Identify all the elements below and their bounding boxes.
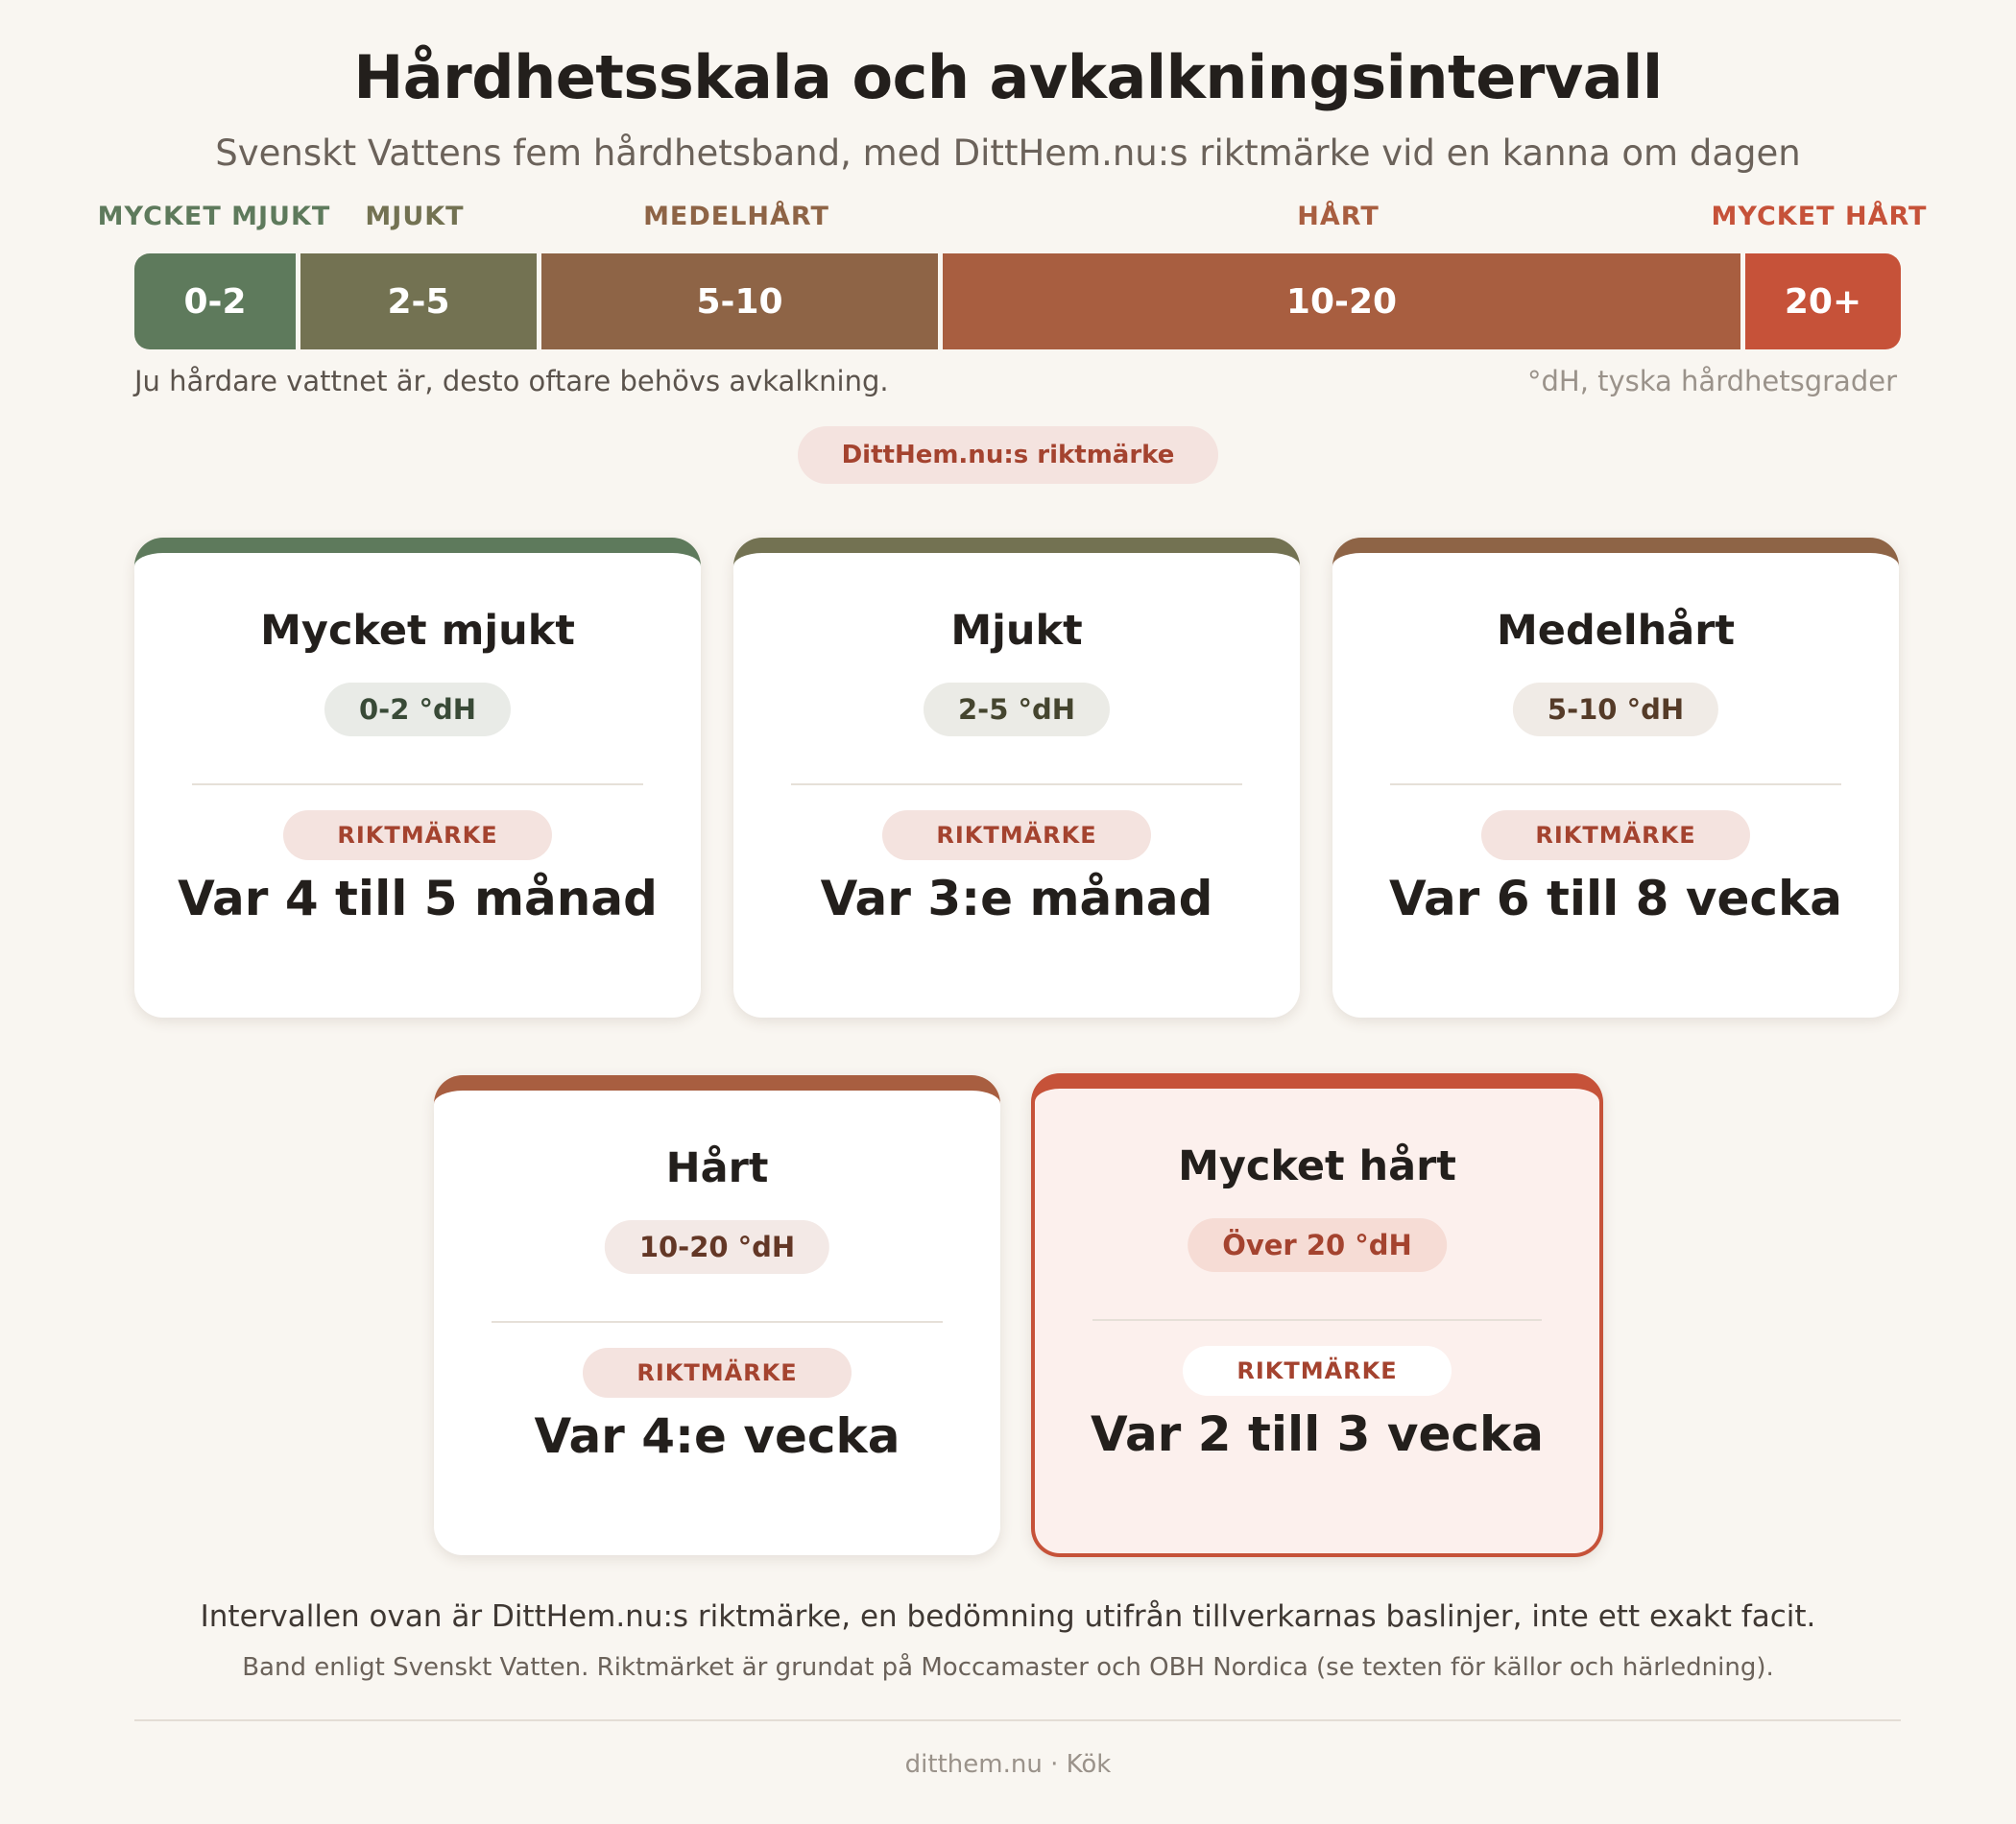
card-range-badge: Över 20 °dH bbox=[1188, 1218, 1447, 1272]
hardness-card-very-hard bbox=[1031, 1073, 1603, 1557]
scale-segment-very-soft: 0-2 bbox=[134, 253, 296, 349]
card-title: Mycket hårt bbox=[1178, 1142, 1456, 1190]
scale-unit-note: °dH, tyska hårdhetsgrader bbox=[1526, 365, 1897, 397]
hardness-card-soft bbox=[733, 538, 1300, 1018]
footer-divider bbox=[134, 1719, 1901, 1721]
page-title: Hårdhetsskala och avkalkningsintervall bbox=[353, 42, 1663, 112]
card-divider bbox=[1390, 783, 1841, 785]
hardness-card-medium bbox=[1332, 538, 1899, 1018]
hardness-scale-bar bbox=[134, 253, 1901, 349]
card-benchmark-tag: RIKTMÄRKE bbox=[882, 810, 1151, 860]
scale-segment-medium: 5-10 bbox=[537, 253, 938, 349]
band-label-hard: HÅRT bbox=[1297, 202, 1380, 231]
card-divider bbox=[791, 783, 1242, 785]
card-range-badge: 0-2 °dH bbox=[324, 683, 511, 736]
card-range-badge: 5-10 °dH bbox=[1513, 683, 1718, 736]
card-interval: Var 4 till 5 månad bbox=[178, 871, 658, 926]
card-benchmark-tag: RIKTMÄRKE bbox=[1481, 810, 1750, 860]
card-interval: Var 2 till 3 vecka bbox=[1090, 1406, 1545, 1462]
scale-trend-note: Ju hårdare vattnet är, desto oftare behövs avkalkning. bbox=[134, 365, 889, 397]
card-title: Hårt bbox=[665, 1144, 769, 1192]
footer-credit: ditthem.nu · Kök bbox=[904, 1750, 1112, 1779]
benchmark-legend-pill: DittHem.nu:s riktmärke bbox=[798, 426, 1218, 484]
band-label-medium: MEDELHÅRT bbox=[643, 202, 829, 231]
band-label-very-soft: MYCKET MJUKT bbox=[97, 202, 331, 231]
card-title: Mycket mjukt bbox=[260, 607, 575, 655]
card-divider bbox=[192, 783, 643, 785]
card-interval: Var 4:e vecka bbox=[534, 1408, 900, 1464]
hardness-card-very-soft bbox=[134, 538, 701, 1018]
footer-source: Band enligt Svenskt Vatten. Riktmärket är grundat på Moccamaster och OBH Nordica (se texten för källor och härledning). bbox=[242, 1653, 1774, 1682]
card-benchmark-tag: RIKTMÄRKE bbox=[1183, 1346, 1452, 1396]
footer-note: Intervallen ovan är DittHem.nu:s riktmärke, en bedömning utifrån tillverkarnas baslinjer, inte ett exakt facit. bbox=[200, 1599, 1816, 1634]
card-title: Medelhårt bbox=[1496, 607, 1736, 655]
hardness-card-hard bbox=[434, 1075, 1000, 1555]
scale-segment-very-hard: 20+ bbox=[1740, 253, 1901, 349]
card-divider bbox=[1092, 1319, 1542, 1321]
card-interval: Var 3:e månad bbox=[820, 871, 1213, 926]
scale-segment-soft: 2-5 bbox=[296, 253, 537, 349]
card-benchmark-tag: RIKTMÄRKE bbox=[583, 1348, 852, 1398]
band-label-very-hard: MYCKET HÅRT bbox=[1711, 202, 1928, 231]
card-interval: Var 6 till 8 vecka bbox=[1388, 871, 1843, 926]
scale-segment-hard: 10-20 bbox=[938, 253, 1740, 349]
card-title: Mjukt bbox=[950, 607, 1083, 655]
card-range-badge: 10-20 °dH bbox=[605, 1220, 829, 1274]
page-subtitle: Svenskt Vattens fem hårdhetsband, med DittHem.nu:s riktmärke vid en kanna om dagen bbox=[215, 132, 1801, 174]
band-label-soft: MJUKT bbox=[365, 202, 465, 231]
card-divider bbox=[492, 1321, 943, 1323]
card-range-badge: 2-5 °dH bbox=[924, 683, 1110, 736]
card-benchmark-tag: RIKTMÄRKE bbox=[283, 810, 552, 860]
